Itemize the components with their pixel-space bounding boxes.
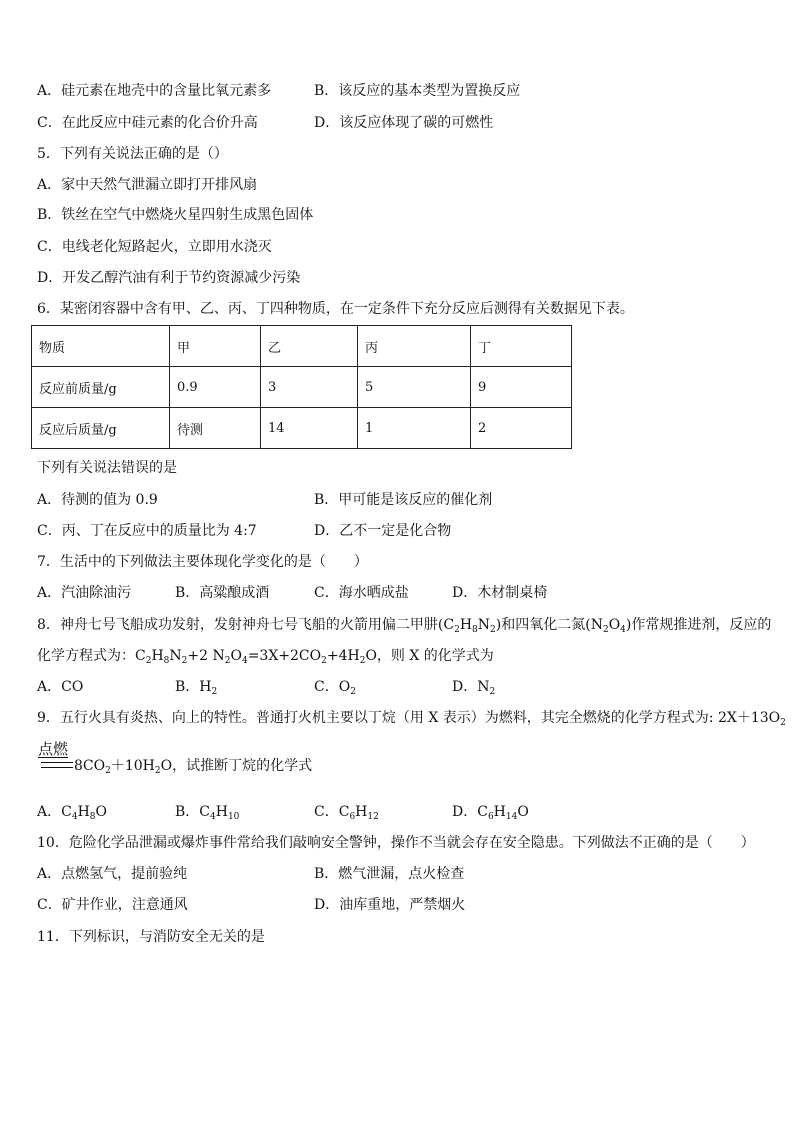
q6-question: 下列有关说法错误的是: [37, 460, 177, 476]
table-cell: 14: [261, 408, 358, 449]
table-cell: 反应前质量/g: [32, 367, 170, 408]
q5-option-a: A．家中天然气泄漏立即打开排风扇: [37, 177, 258, 193]
q5-stem: 5．下列有关说法正确的是（）: [37, 146, 228, 162]
q6-data-table: [31, 325, 572, 449]
q9-stem: 9．五行火具有炎热、向上的特性。普通打火机主要以丁烷（用 X 表示）为燃料，其完全燃烧的化学方程式为: $2X+13O_2$: [37, 710, 786, 728]
table-row: [32, 367, 572, 408]
q11-stem: 11．下列标识，与消防安全无关的是: [37, 929, 265, 945]
q4-option-d: D．该反应体现了碳的可燃性: [314, 115, 494, 131]
q8-option-d: D．$N_2$: [452, 679, 496, 697]
q9-option-d: D．$C_6H_{14}O$: [452, 804, 529, 822]
equation-equals-sign: [41, 762, 73, 768]
table-cell: 待测: [170, 408, 261, 449]
q10-option-a: A．点燃氢气，提前验纯: [37, 866, 188, 882]
q8-stem-line2: 化学方程式为：$C_2H_8N_2+2$ $N_2O_4=3X+2CO_2+4H_2O$，则 X 的化学式为: [37, 648, 494, 666]
q8-option-c: C．$O_2$: [314, 679, 356, 697]
q4-option-c: C．在此反应中硅元素的化合价升高: [37, 115, 258, 131]
table-cell: 5: [358, 367, 471, 408]
table-cell: 3: [261, 367, 358, 408]
table-header-cell: 乙: [261, 326, 358, 367]
q7-option-d: D．木材制桌椅: [452, 585, 548, 601]
table-cell: 反应后质量/g: [32, 408, 170, 449]
q5-option-b: B．铁丝在空气中燃烧火星四射生成黑色固体: [37, 207, 314, 223]
q8-option-a: A．CO: [37, 679, 84, 695]
q10-stem: 10．危险化学品泄漏或爆炸事件常给我们敲响安全警钟，操作不当就会存在安全隐患。下列做法不正确的是（ ）: [37, 835, 755, 851]
q7-option-c: C．海水晒成盐: [314, 585, 409, 601]
table-header-row: [32, 326, 572, 367]
q6-stem: 6．某密闭容器中含有甲、乙、丙、丁四种物质，在一定条件下充分反应后测得有关数据见下表。: [37, 301, 634, 317]
table-row: [32, 408, 572, 449]
q8-option-b: B．$H_2$: [175, 679, 218, 697]
table-header-cell: 丁: [471, 326, 572, 367]
table-cell: 0.9: [170, 367, 261, 408]
q5-option-c: C．电线老化短路起火，立即用水浇灭: [37, 239, 272, 255]
q8-stem: 8．神舟七号飞船成功发射，发射神舟七号飞船的火箭用偏二甲肼$(C_2H_8N_2)$和四氧化二氮$(N_2O_4)$作常规推进剂，反应的: [37, 617, 772, 635]
q7-option-a: A．汽油除油污: [37, 585, 132, 601]
table-header-cell: 甲: [170, 326, 261, 367]
q9-option-a: A．$C_4H_8O$: [37, 804, 107, 822]
q9-option-b: B．$C_4H_{10}$: [175, 804, 240, 822]
table-header-cell: 丙: [358, 326, 471, 367]
q9-stem-line2: $8CO_2+10H_2O$，试推断丁烷的化学式: [74, 758, 313, 776]
q7-option-b: B．高粱酿成酒: [175, 585, 270, 601]
q10-option-b: B．燃气泄漏，点火检查: [314, 866, 465, 882]
q5-option-d: D．开发乙醇汽油有利于节约资源减少污染: [37, 270, 301, 286]
table-cell: 1: [358, 408, 471, 449]
q6-option-d: D．乙不一定是化合物: [314, 523, 452, 539]
q4-option-b: B．该反应的基本类型为置换反应: [314, 83, 521, 99]
reaction-condition-label: 点燃: [38, 740, 69, 758]
table-cell: 2: [471, 408, 572, 449]
q4-option-a: A．硅元素在地壳中的含量比氧元素多: [37, 83, 272, 99]
q6-option-c: C．丙、丁在反应中的质量比为 4:7: [37, 523, 257, 539]
q9-option-c: C．$C_6H_{12}$: [314, 804, 379, 822]
q6-option-b: B．甲可能是该反应的催化剂: [314, 492, 493, 508]
table-cell: 9: [471, 367, 572, 408]
q10-option-d: D．油库重地，严禁烟火: [314, 897, 466, 913]
table-header-cell: 物质: [32, 326, 170, 367]
q6-option-a: A．待测的值为 0.9: [37, 492, 158, 508]
q7-stem: 7．生活中的下列做法主要体现化学变化的是（ ）: [37, 554, 368, 570]
q10-option-c: C．矿井作业，注意通风: [37, 897, 188, 913]
